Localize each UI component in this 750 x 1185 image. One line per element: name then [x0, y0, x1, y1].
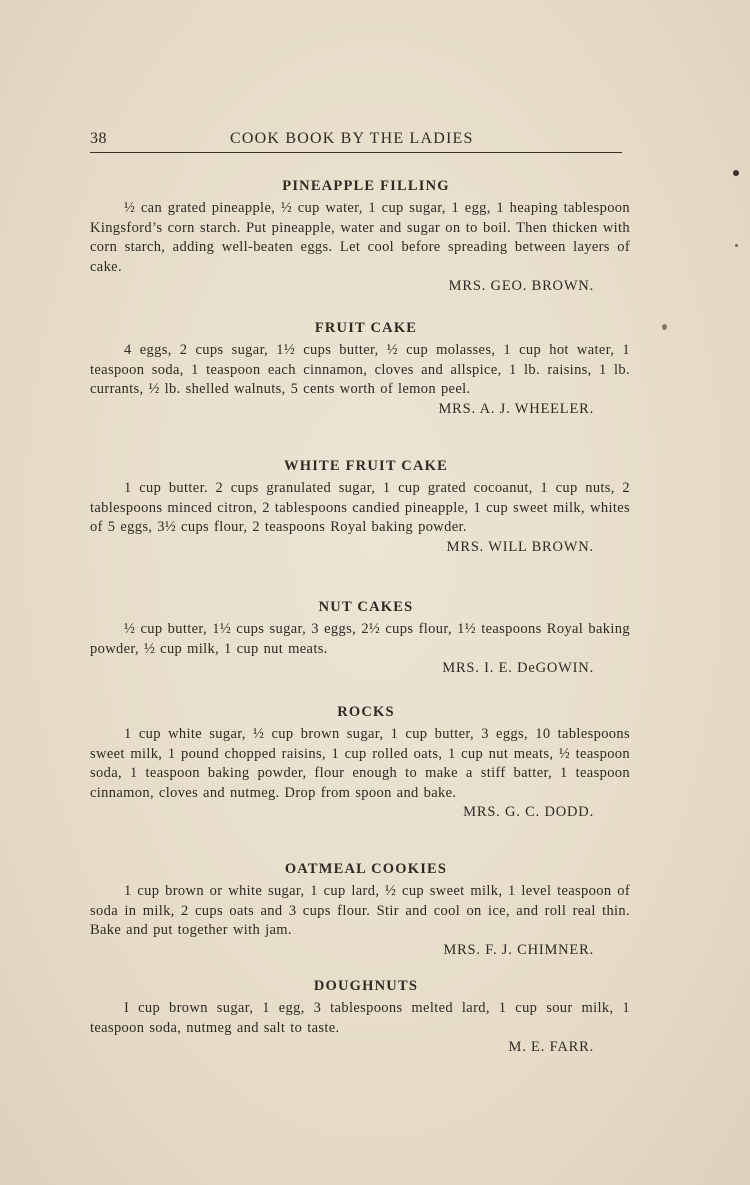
recipe-author: M. E. FARR. — [508, 1039, 594, 1055]
recipe-author: MRS. A. J. WHEELER. — [438, 400, 594, 417]
recipe-pineapple-filling — [90, 178, 630, 297]
recipe-title: FRUIT CAKE — [314, 320, 418, 336]
page-number: 38 — [90, 130, 107, 147]
recipe-oatmeal-cookies — [90, 861, 630, 960]
recipe-title: ROCKS — [337, 704, 395, 720]
recipe-author: MRS. I. E. DeGOWIN. — [442, 660, 594, 676]
recipe-body: 1 cup butter. 2 cups granulated sugar, 1 cup grated cocoanut, 1 cup nuts, 2 tablespoons minced citron, 2 tablespoons candied pineapple, 1 cup sweet milk, whites of 5 eggs, 3½ cups flour, 2 teaspoons Royal baking powder. — [90, 480, 630, 535]
recipe-author: MRS. GEO. BROWN. — [448, 278, 594, 294]
recipe-body: ½ can grated pineapple, ½ cup water, 1 cup sugar, 1 egg, 1 heaping tablespoon Kingsford’s corn starch. Put pineapple, water and sugar on to boil. Then thicken with corn starch, adding well-beaten eggs. Let cool before spreading between layers of cake. — [90, 200, 630, 275]
recipe-body: I cup brown sugar, 1 egg, 3 tablespoons melted lard, 1 cup sour milk, 1 teaspoon soda, nutmeg and salt to taste. — [90, 1000, 630, 1036]
recipe-title: OATMEAL COOKIES — [284, 861, 448, 877]
recipe-white-fruit-cake — [90, 458, 630, 557]
paper-speck — [735, 244, 738, 247]
recipe-body: ½ cup butter, 1½ cups sugar, 3 eggs, 2½ cups flour, 1½ teaspoons Royal baking powder, ½ cup milk, 1 cup nut meats. — [90, 621, 630, 657]
recipe-body: 1 cup white sugar, ½ cup brown sugar, 1 cup butter, 3 eggs, 10 tablespoons sweet milk, 1 pound chopped raisins, 1 cup rolled oats, 1 cup nut meats, ½ teaspoon soda, 1 teaspoon baking powder, flour enough to make a stiff batter, 1 teaspoon cinnamon, cloves and nutmeg. Drop from spoon and bake. — [90, 726, 630, 801]
paper-speck — [662, 324, 667, 330]
recipe-fruit-cake — [90, 320, 630, 419]
recipe-rocks — [90, 704, 630, 823]
recipe-body: 4 eggs, 2 cups sugar, 1½ cups butter, ½ cup molasses, 1 cup hot water, 1 teaspoon soda, 1 teaspoon each cinnamon, cloves and allspice, 1 lb. raisins, 1 lb. currants, ½ lb. shelled walnuts, 5 cents worth of lemon peel. — [90, 342, 630, 397]
recipe-author: MRS. WILL BROWN. — [446, 538, 594, 555]
recipe-title: NUT CAKES — [318, 599, 414, 615]
recipe-doughnuts — [90, 978, 630, 1058]
page-header — [90, 128, 622, 153]
running-title: COOK BOOK BY THE LADIES — [230, 130, 474, 147]
recipe-body: 1 cup brown or white sugar, 1 cup lard, ½ cup sweet milk, 1 level teaspoon of soda in milk, 2 cups oats and 3 cups flour. Stir and cool on ice, and roll real thin. Bake and put together with jam. — [90, 883, 630, 938]
recipe-nut-cakes — [90, 599, 630, 679]
recipe-author: MRS. F. J. CHIMNER. — [443, 941, 594, 958]
paper-speck — [733, 170, 739, 176]
recipe-title: PINEAPPLE FILLING — [282, 178, 450, 194]
recipe-title: WHITE FRUIT CAKE — [284, 458, 448, 474]
recipe-author: MRS. G. C. DODD. — [463, 804, 594, 820]
recipe-title: DOUGHNUTS — [313, 978, 419, 994]
